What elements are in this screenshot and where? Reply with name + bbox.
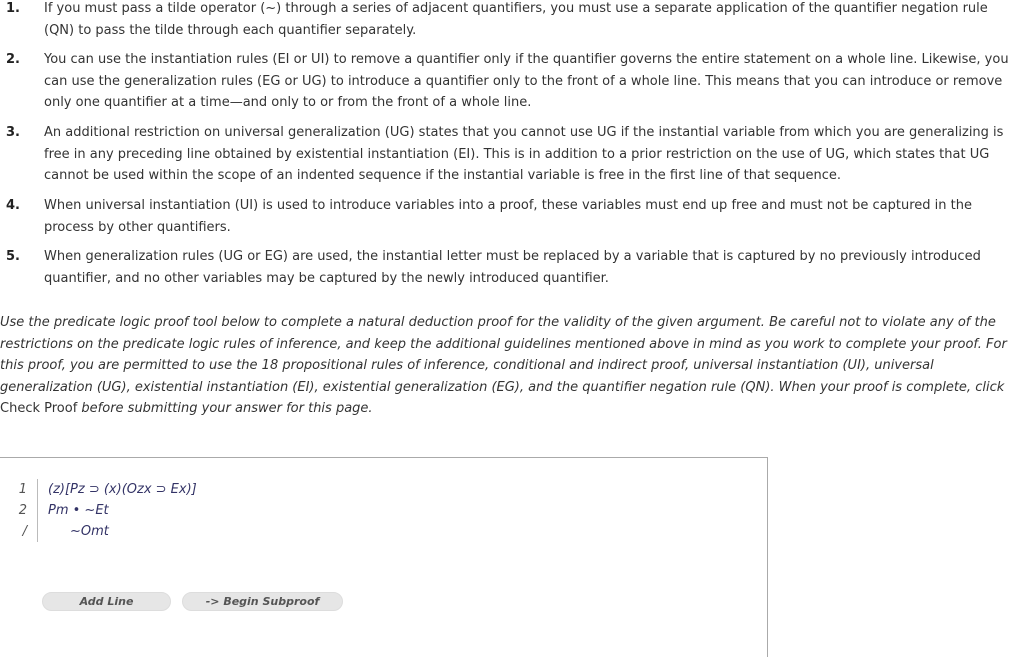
conclusion-formula: ~Omt [70,524,109,539]
proof-scope-bar [37,500,38,521]
instructions-text: Use the predicate logic proof tool below to complete a natural deduction proof for the validity of the given argument. Be careful not to violate any of the restrictions on the predicate logic rules of inference, and keep the additional guidelines mentioned above in mind as you work to complete your proof. For this proof, you are permitted to use the 18 propositional rules of inference, conditional and indirect proof, universal instantiation (UI), universal generalization (UG), existential instantiation (EI), existential generalization (EG), and the quantifier negation rule (QN). When your proof is complete, click [0,315,1007,395]
guideline-number: 4. [6,198,20,213]
line-formula: Pm • ~Et [48,503,109,518]
guideline-text: When generalization rules (UG or EG) are used, the instantial letter must be replaced by a variable that is captured by no previously introduced quantifier, and no other variables may be captured by the newly introduced quantifier. [44,249,981,286]
line-number: 2 [18,503,27,518]
guideline-text: You can use the instantiation rules (EI or UI) to remove a quantifier only if the quantifier governs the entire statement on a whole line. Likewise, you can use the generalization rules (EG or UG) to introduce a quantifier only to the front of a whole line. This means that you can introduce or remove only one quantifier at a time—and only to or from the front of a whole line. [44,52,1009,110]
check-proof-reference: Check Proof [0,401,78,416]
guideline-text: If you must pass a tilde operator (~) through a series of adjacent quantifiers, you must use a separate application of the quantifier negation rule (QN) to pass the tilde through each quantifier separately. [44,1,988,38]
guideline-text: When universal instantiation (UI) is used to introduce variables into a proof, these variables must end up free and must not be captured in the process by other quantifiers. [44,198,972,235]
guideline-text: An additional restriction on universal generalization (UG) states that you cannot use UG if the instantial variable from which you are generalizing is free in any preceding line obtained by existential instantiation (EI). This is in addition to a prior restriction on the use of UG, which states that UG cannot be used within the scope of an indented sequence if the instantial variable is free in the first line of that sequence. [44,125,1004,183]
proof-tool [0,457,768,657]
line-formula: (z)[Pz ⊃ (x)(Ozx ⊃ Ex)] [48,482,197,497]
conclusion-line [0,521,399,542]
guideline-number: 3. [6,125,20,140]
guideline-number: 1. [6,1,20,16]
proof-scope-bar [37,521,38,542]
proof-line[interactable] [0,500,399,521]
begin-subproof-button[interactable]: -> Begin Subproof [182,592,343,611]
guideline-number: 2. [6,52,20,67]
conclusion-marker: / [22,524,27,539]
line-number: 1 [18,482,27,497]
instructions-paragraph [0,312,1015,420]
guideline-number: 5. [6,249,20,264]
proof-scope-bar [37,479,38,500]
instructions-text-end: before submitting your answer for this page. [77,401,373,416]
proof-line[interactable] [0,479,399,500]
add-line-button[interactable]: Add Line [42,592,171,611]
